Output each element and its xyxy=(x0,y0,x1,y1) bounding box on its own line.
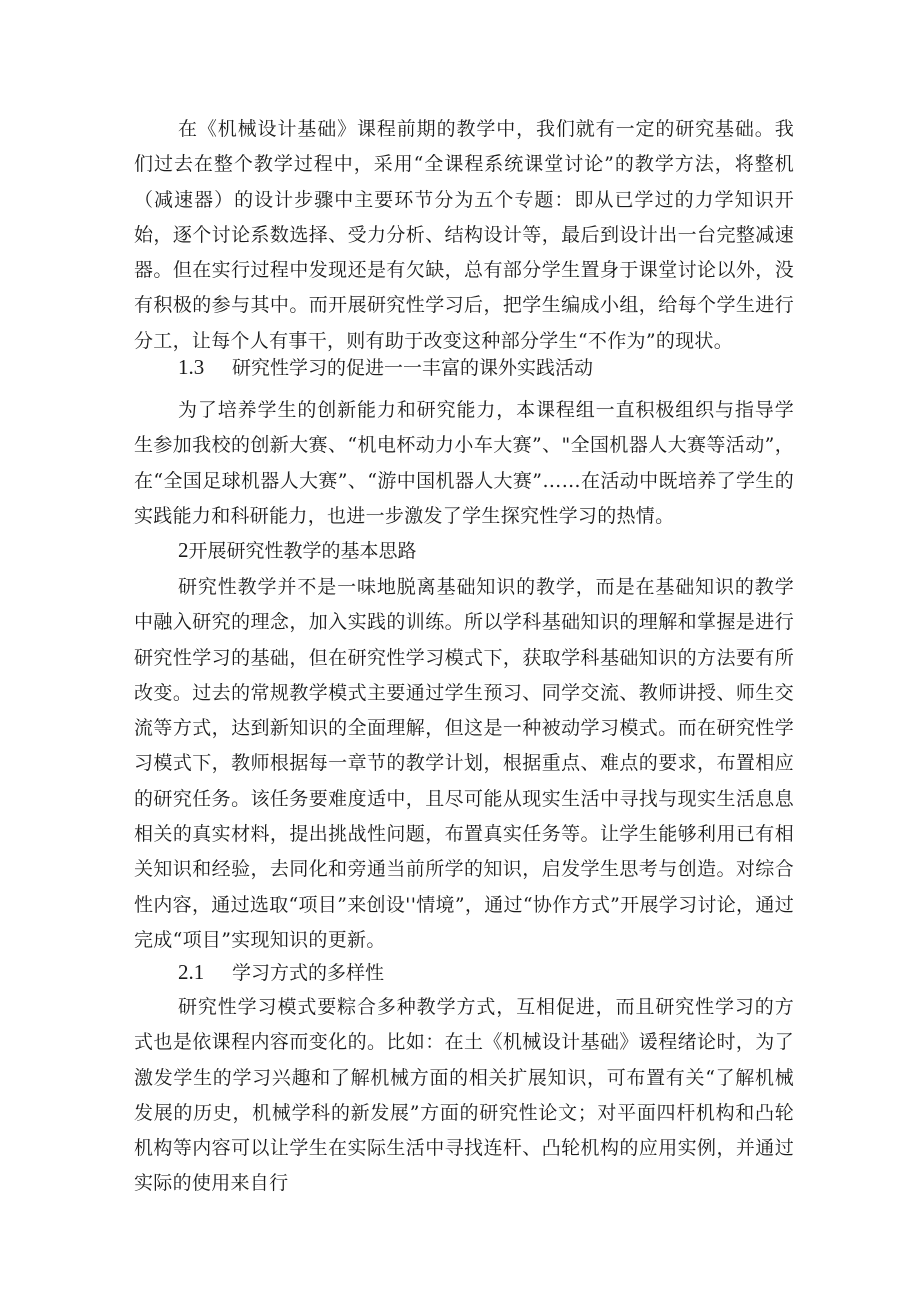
section-title: 研究性学习的促进一一丰富的课外实践活动 xyxy=(232,357,594,379)
paragraph-learning-methods: 研究性学习模式要粽合多种教学方式，互相促进，而且研究性学习的方式也是依课程内容而变化的。比如：在土《机械设计基础》谖程绪论时，为了激发学生的学习兴趣和了解机械方面的相关扩展知识，可布置有关“了解机械发展的历史，机械学科的新发展”方面的研究性论文；对平面四杆机构和凸轮机构等内容可以让学生在实际生活中寻找连杆、凸轮机构的应用实例，并通过实际的使用来自行 xyxy=(134,996,794,1195)
section-number: 1.3 xyxy=(178,355,205,379)
section-title: 开展研究性教学的基本思路 xyxy=(188,540,417,562)
section-title: 学习方式的多样性 xyxy=(232,962,385,984)
paragraph-intro: 在《机械设计基础》课程前期的教学中，我们就有一定的研究基础。我们过去在整个教学过程中，采用“全课程系统课堂讨论”的教学方法，将整机（减速器）的设计步骤中主要环节分为五个专题：即从已学过的力学知识开始，逐个讨论系数选择、受力分析、结构设计等，最后到设计出一台完整减速器。但在实行过程中发现还是有欠缺，总有部分学生置身于课堂讨论以外，没有积极的参与其中。而开展研究性学习后，把学生编成小组，给每个学生进行分工，让每个人有事干，则有助于改变这种部分学生“不作为”的现状。 xyxy=(134,118,794,352)
paragraph-basic-approach: 研究性教学并不是一味地脱离基础知识的教学，而是在基础知识的教学中融入研究的理念，加入实践的训练。所以学科基础知识的理解和掌握是进行研究性学习的基础，但在研究性学习模式下，获取学科基础知识的方法要有所改变。过去的常规教学模式主要通过学生预习、同学交流、教师讲授、师生交流等方式，达到新知识的全面理解，但这是一种被动学习模式。而在研究性学习模式下，教师根据每一章节的教学计划，根据重点、难点的要求，布置相应的研究任务。该任务要难度适中，且尽可能从现实生活中寻找与现实生活息息相关的真实材料，提出挑战性问题，布置真实任务等。让学生能够利用已有相关知识和经验，去同化和旁通当前所学的知识，启发学生思考与创造。对综合性内容，通过选取“项目”来创设''情境”，通过“协作方式”开展学习讨论，通过完成“项目”实现知识的更新。 xyxy=(134,576,794,951)
section-heading-2-1 xyxy=(178,957,384,988)
section-heading-1-3 xyxy=(178,352,593,383)
section-number: 2.1 xyxy=(178,960,205,984)
paragraph-practice-activities: 为了培养学生的创新能力和研究能力，本课程组一直积极组织与指导学生参加我校的创新大赛、“机电杯动力小车大赛”、"全国机器人大赛等活动”，在“全国足球机器人大赛”、“游中国机器人大赛”……在活动中既培养了学生的实践能力和科研能力，也进一步激发了学生探究性学习的热情。 xyxy=(134,399,794,527)
section-heading-2 xyxy=(178,535,417,566)
section-number: 2 xyxy=(178,538,189,562)
